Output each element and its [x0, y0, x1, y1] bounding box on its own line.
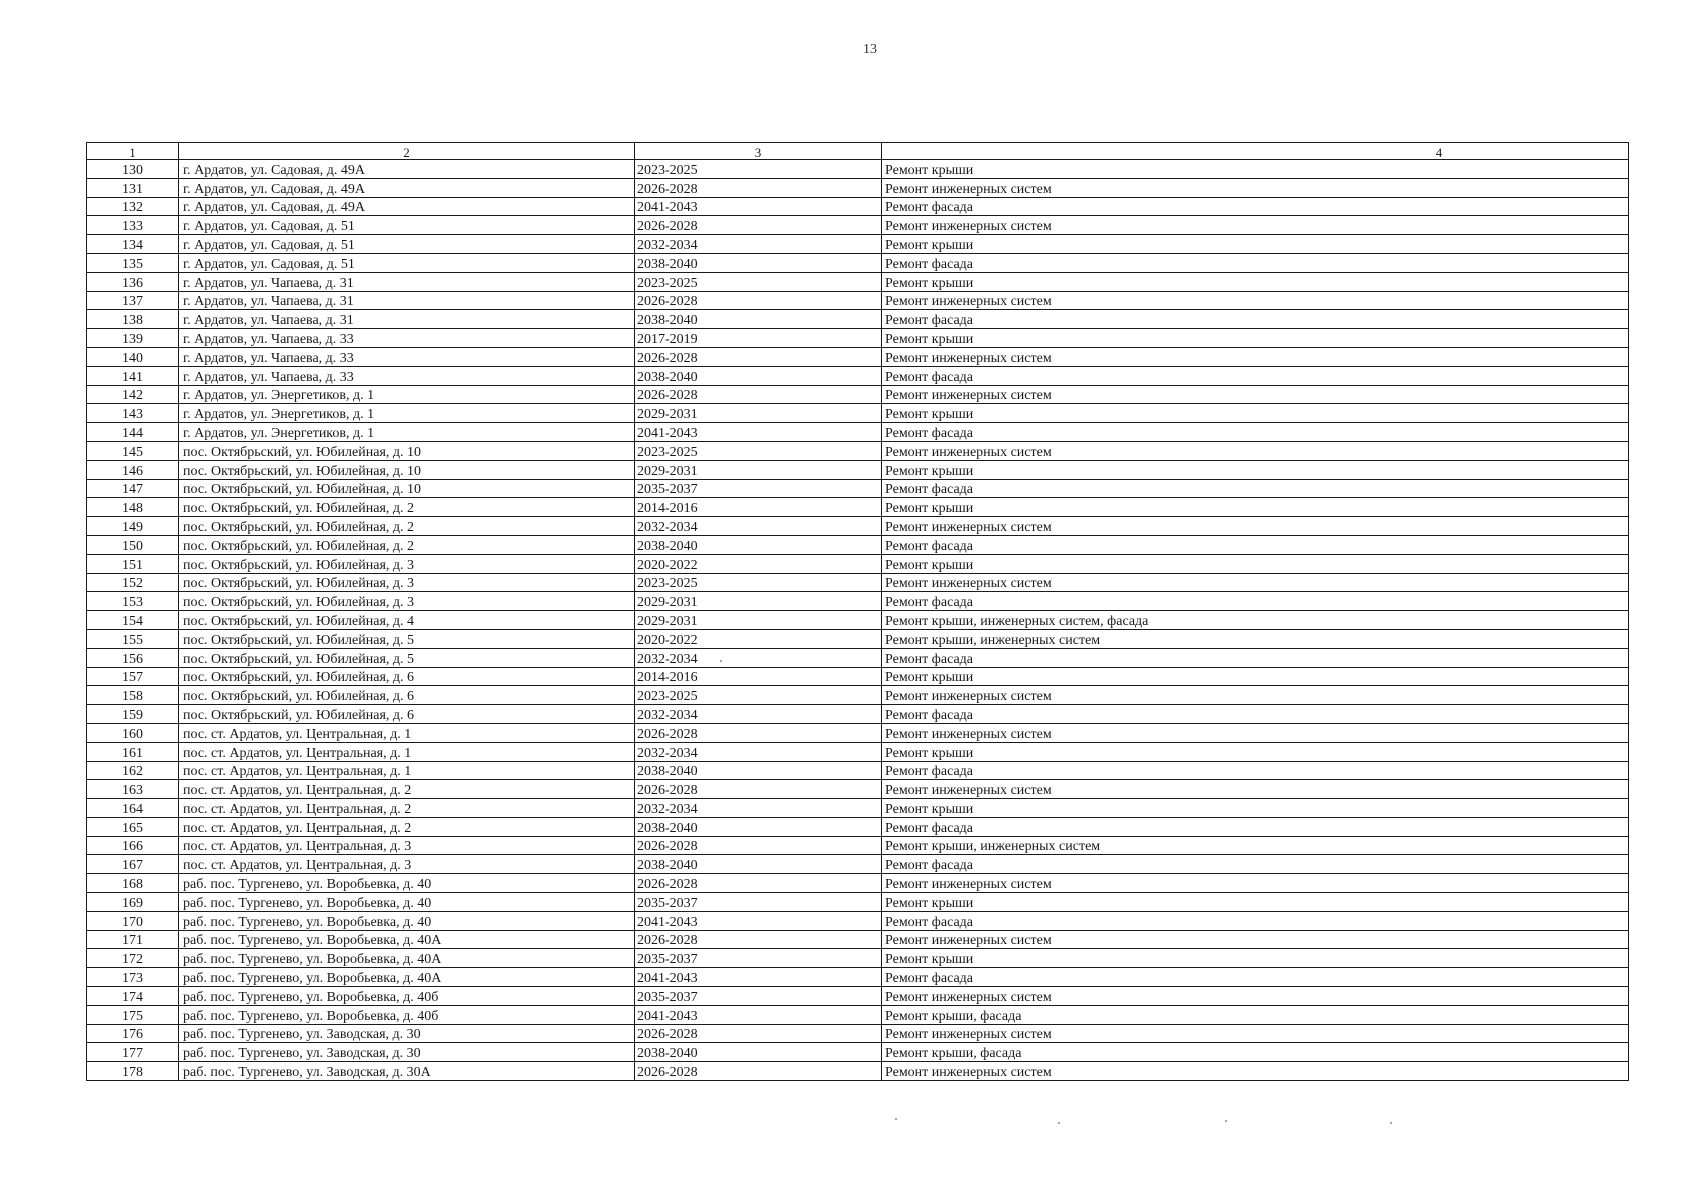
header-col-2: 2 — [179, 143, 635, 160]
row-number: 153 — [87, 592, 179, 611]
work-type-cell: Ремонт фасада — [882, 535, 1629, 554]
address-cell: пос. Октябрьский, ул. Юбилейная, д. 3 — [179, 554, 635, 573]
period-cell: 2038-2040 — [635, 253, 882, 272]
table-row — [87, 479, 1629, 498]
address-cell: пос. Октябрьский, ул. Юбилейная, д. 3 — [179, 573, 635, 592]
work-type-cell: Ремонт крыши, фасада — [882, 1043, 1629, 1062]
address-cell: г. Ардатов, ул. Чапаева, д. 33 — [179, 366, 635, 385]
address-cell: г. Ардатов, ул. Энергетиков, д. 1 — [179, 385, 635, 404]
work-type-cell: Ремонт фасада — [882, 479, 1629, 498]
table-row — [87, 629, 1629, 648]
table-row — [87, 968, 1629, 987]
period-cell: 2023-2025 — [635, 686, 882, 705]
period-cell: 2026-2028 — [635, 723, 882, 742]
table-header-row — [87, 143, 1629, 160]
work-type-cell: Ремонт фасада — [882, 366, 1629, 385]
table-row — [87, 761, 1629, 780]
work-type-cell: Ремонт инженерных систем — [882, 517, 1629, 536]
table-row — [87, 1043, 1629, 1062]
table-row — [87, 554, 1629, 573]
address-cell: пос. ст. Ардатов, ул. Центральная, д. 3 — [179, 836, 635, 855]
table-row — [87, 836, 1629, 855]
header-col-4: 4 — [882, 143, 1629, 160]
row-number: 177 — [87, 1043, 179, 1062]
table-row — [87, 1024, 1629, 1043]
address-cell: г. Ардатов, ул. Садовая, д. 51 — [179, 253, 635, 272]
work-type-cell: Ремонт фасада — [882, 197, 1629, 216]
address-cell: г. Ардатов, ул. Садовая, д. 49А — [179, 197, 635, 216]
row-number: 144 — [87, 423, 179, 442]
address-cell: пос. Октябрьский, ул. Юбилейная, д. 5 — [179, 629, 635, 648]
table-row — [87, 686, 1629, 705]
work-type-cell: Ремонт фасада — [882, 648, 1629, 667]
table-row — [87, 1005, 1629, 1024]
work-type-cell: Ремонт крыши — [882, 272, 1629, 291]
work-type-cell: Ремонт инженерных систем — [882, 1062, 1629, 1081]
table-row — [87, 460, 1629, 479]
period-cell: 2041-2043 — [635, 911, 882, 930]
row-number: 150 — [87, 535, 179, 554]
row-number: 162 — [87, 761, 179, 780]
scan-speck — [1390, 1122, 1392, 1124]
row-number: 130 — [87, 160, 179, 179]
period-cell: 2026-2028 — [635, 385, 882, 404]
row-number: 152 — [87, 573, 179, 592]
table-row — [87, 197, 1629, 216]
table-row — [87, 648, 1629, 667]
work-type-cell: Ремонт фасада — [882, 592, 1629, 611]
work-type-cell: Ремонт инженерных систем — [882, 1024, 1629, 1043]
row-number: 165 — [87, 817, 179, 836]
address-cell: г. Ардатов, ул. Садовая, д. 51 — [179, 235, 635, 254]
period-cell: 2020-2022 — [635, 554, 882, 573]
period-cell: 2032-2034 — [635, 517, 882, 536]
work-type-cell: Ремонт инженерных систем — [882, 987, 1629, 1006]
table-row — [87, 780, 1629, 799]
period-cell: 2038-2040 — [635, 1043, 882, 1062]
period-cell: 2014-2016 — [635, 667, 882, 686]
address-cell: раб. пос. Тургенево, ул. Воробьевка, д. 40 — [179, 874, 635, 893]
address-cell: г. Ардатов, ул. Энергетиков, д. 1 — [179, 404, 635, 423]
table-row — [87, 949, 1629, 968]
row-number: 132 — [87, 197, 179, 216]
period-cell: 2023-2025 — [635, 160, 882, 179]
row-number: 142 — [87, 385, 179, 404]
address-cell: раб. пос. Тургенево, ул. Воробьевка, д. 40 — [179, 893, 635, 912]
row-number: 164 — [87, 799, 179, 818]
table-row — [87, 930, 1629, 949]
work-type-cell: Ремонт крыши — [882, 498, 1629, 517]
row-number: 163 — [87, 780, 179, 799]
table-row — [87, 611, 1629, 630]
work-type-cell: Ремонт фасада — [882, 253, 1629, 272]
table-row — [87, 423, 1629, 442]
row-number: 166 — [87, 836, 179, 855]
page-number: 13 — [863, 42, 877, 57]
table-row — [87, 742, 1629, 761]
row-number: 172 — [87, 949, 179, 968]
work-type-cell: Ремонт инженерных систем — [882, 723, 1629, 742]
row-number: 168 — [87, 874, 179, 893]
period-cell: 2026-2028 — [635, 780, 882, 799]
table-row — [87, 874, 1629, 893]
work-type-cell: Ремонт крыши — [882, 949, 1629, 968]
address-cell: пос. Октябрьский, ул. Юбилейная, д. 2 — [179, 535, 635, 554]
repair-schedule-table — [86, 142, 1629, 1081]
header-col-1: 1 — [87, 143, 179, 160]
address-cell: пос. ст. Ардатов, ул. Центральная, д. 1 — [179, 761, 635, 780]
scan-speck — [1058, 1122, 1060, 1124]
period-cell: 2038-2040 — [635, 310, 882, 329]
address-cell: г. Ардатов, ул. Садовая, д. 49А — [179, 178, 635, 197]
work-type-cell: Ремонт инженерных систем — [882, 874, 1629, 893]
address-cell: раб. пос. Тургенево, ул. Воробьевка, д. 40А — [179, 968, 635, 987]
period-cell: 2017-2019 — [635, 329, 882, 348]
address-cell: раб. пос. Тургенево, ул. Заводская, д. 30А — [179, 1062, 635, 1081]
row-number: 156 — [87, 648, 179, 667]
row-number: 141 — [87, 366, 179, 385]
row-number: 148 — [87, 498, 179, 517]
table-row — [87, 310, 1629, 329]
table-row — [87, 366, 1629, 385]
period-cell: 2038-2040 — [635, 366, 882, 385]
row-number: 176 — [87, 1024, 179, 1043]
address-cell: г. Ардатов, ул. Чапаева, д. 33 — [179, 347, 635, 366]
period-cell: 2026-2028 — [635, 836, 882, 855]
row-number: 139 — [87, 329, 179, 348]
row-number: 136 — [87, 272, 179, 291]
work-type-cell: Ремонт фасада — [882, 423, 1629, 442]
address-cell: пос. ст. Ардатов, ул. Центральная, д. 2 — [179, 799, 635, 818]
row-number: 154 — [87, 611, 179, 630]
row-number: 169 — [87, 893, 179, 912]
period-cell: 2026-2028 — [635, 178, 882, 197]
work-type-cell: Ремонт крыши — [882, 554, 1629, 573]
row-number: 175 — [87, 1005, 179, 1024]
table-row — [87, 573, 1629, 592]
work-type-cell: Ремонт крыши — [882, 799, 1629, 818]
address-cell: пос. ст. Ардатов, ул. Центральная, д. 1 — [179, 742, 635, 761]
row-number: 174 — [87, 987, 179, 1006]
table-row — [87, 893, 1629, 912]
work-type-cell: Ремонт инженерных систем — [882, 385, 1629, 404]
scan-speck — [1225, 1120, 1227, 1122]
address-cell: пос. ст. Ардатов, ул. Центральная, д. 2 — [179, 817, 635, 836]
period-cell: 2032-2034 — [635, 705, 882, 724]
work-type-cell: Ремонт инженерных систем — [882, 573, 1629, 592]
table-body — [87, 160, 1629, 1081]
period-cell: 2029-2031 — [635, 592, 882, 611]
address-cell: пос. Октябрьский, ул. Юбилейная, д. 2 — [179, 517, 635, 536]
table-row — [87, 291, 1629, 310]
row-number: 159 — [87, 705, 179, 724]
period-cell: 2035-2037 — [635, 893, 882, 912]
address-cell: пос. Октябрьский, ул. Юбилейная, д. 6 — [179, 667, 635, 686]
address-cell: г. Ардатов, ул. Садовая, д. 49А — [179, 160, 635, 179]
work-type-cell: Ремонт инженерных систем — [882, 291, 1629, 310]
table-row — [87, 253, 1629, 272]
row-number: 167 — [87, 855, 179, 874]
period-cell: 2041-2043 — [635, 197, 882, 216]
work-type-cell: Ремонт крыши, инженерных систем — [882, 836, 1629, 855]
row-number: 171 — [87, 930, 179, 949]
row-number: 147 — [87, 479, 179, 498]
period-cell: 2026-2028 — [635, 930, 882, 949]
table-row — [87, 347, 1629, 366]
row-number: 161 — [87, 742, 179, 761]
address-cell: раб. пос. Тургенево, ул. Воробьевка, д. 40 — [179, 911, 635, 930]
address-cell: пос. Октябрьский, ул. Юбилейная, д. 4 — [179, 611, 635, 630]
row-number: 155 — [87, 629, 179, 648]
work-type-cell: Ремонт фасада — [882, 968, 1629, 987]
row-number: 170 — [87, 911, 179, 930]
table-row — [87, 329, 1629, 348]
table-row — [87, 667, 1629, 686]
period-cell: 2026-2028 — [635, 216, 882, 235]
row-number: 157 — [87, 667, 179, 686]
work-type-cell: Ремонт инженерных систем — [882, 347, 1629, 366]
work-type-cell: Ремонт крыши, инженерных систем, фасада — [882, 611, 1629, 630]
table-row — [87, 705, 1629, 724]
period-cell: 2032-2034 — [635, 799, 882, 818]
work-type-cell: Ремонт инженерных систем — [882, 930, 1629, 949]
period-cell: 2038-2040 — [635, 817, 882, 836]
address-cell: пос. ст. Ардатов, ул. Центральная, д. 1 — [179, 723, 635, 742]
work-type-cell: Ремонт инженерных систем — [882, 178, 1629, 197]
address-cell: раб. пос. Тургенево, ул. Заводская, д. 30 — [179, 1043, 635, 1062]
work-type-cell: Ремонт фасада — [882, 817, 1629, 836]
table-row — [87, 723, 1629, 742]
row-number: 160 — [87, 723, 179, 742]
period-cell: 2026-2028 — [635, 291, 882, 310]
row-number: 140 — [87, 347, 179, 366]
row-number: 146 — [87, 460, 179, 479]
table-row — [87, 855, 1629, 874]
row-number: 149 — [87, 517, 179, 536]
address-cell: г. Ардатов, ул. Чапаева, д. 31 — [179, 291, 635, 310]
address-cell: раб. пос. Тургенево, ул. Заводская, д. 30 — [179, 1024, 635, 1043]
row-number: 131 — [87, 178, 179, 197]
work-type-cell: Ремонт инженерных систем — [882, 780, 1629, 799]
table-row — [87, 160, 1629, 179]
work-type-cell: Ремонт фасада — [882, 705, 1629, 724]
period-cell: 2041-2043 — [635, 968, 882, 987]
period-cell: 2026-2028 — [635, 1062, 882, 1081]
table-row — [87, 385, 1629, 404]
address-cell: пос. ст. Ардатов, ул. Центральная, д. 2 — [179, 780, 635, 799]
row-number: 145 — [87, 441, 179, 460]
address-cell: пос. Октябрьский, ул. Юбилейная, д. 6 — [179, 686, 635, 705]
row-number: 173 — [87, 968, 179, 987]
work-type-cell: Ремонт крыши — [882, 460, 1629, 479]
period-cell: 2014-2016 — [635, 498, 882, 517]
work-type-cell: Ремонт крыши — [882, 667, 1629, 686]
period-cell: 2041-2043 — [635, 1005, 882, 1024]
table-row — [87, 517, 1629, 536]
period-cell: 2029-2031 — [635, 611, 882, 630]
row-number: 135 — [87, 253, 179, 272]
address-cell: пос. Октябрьский, ул. Юбилейная, д. 10 — [179, 441, 635, 460]
period-cell: 2026-2028 — [635, 1024, 882, 1043]
work-type-cell: Ремонт крыши, инженерных систем — [882, 629, 1629, 648]
period-cell: 2023-2025 — [635, 272, 882, 291]
table-row — [87, 1062, 1629, 1081]
scan-speck — [895, 1118, 897, 1120]
table-row — [87, 441, 1629, 460]
row-number: 138 — [87, 310, 179, 329]
address-cell: пос. ст. Ардатов, ул. Центральная, д. 3 — [179, 855, 635, 874]
row-number: 133 — [87, 216, 179, 235]
period-cell: 2023-2025 — [635, 573, 882, 592]
work-type-cell: Ремонт инженерных систем — [882, 216, 1629, 235]
table-row — [87, 235, 1629, 254]
address-cell: раб. пос. Тургенево, ул. Воробьевка, д. 40А — [179, 949, 635, 968]
table-row — [87, 498, 1629, 517]
row-number: 134 — [87, 235, 179, 254]
address-cell: пос. Октябрьский, ул. Юбилейная, д. 6 — [179, 705, 635, 724]
work-type-cell: Ремонт инженерных систем — [882, 686, 1629, 705]
address-cell: раб. пос. Тургенево, ул. Воробьевка, д. 40А — [179, 930, 635, 949]
period-cell: 2035-2037 — [635, 949, 882, 968]
period-cell: 2038-2040 — [635, 855, 882, 874]
period-cell: 2038-2040 — [635, 535, 882, 554]
address-cell: раб. пос. Тургенево, ул. Воробьевка, д. 40б — [179, 987, 635, 1006]
work-type-cell: Ремонт крыши — [882, 742, 1629, 761]
row-number: 137 — [87, 291, 179, 310]
address-cell: г. Ардатов, ул. Чапаева, д. 33 — [179, 329, 635, 348]
work-type-cell: Ремонт фасада — [882, 761, 1629, 780]
period-cell: 2035-2037 — [635, 479, 882, 498]
table-row — [87, 911, 1629, 930]
row-number: 151 — [87, 554, 179, 573]
period-cell: 2029-2031 — [635, 460, 882, 479]
period-cell: 2029-2031 — [635, 404, 882, 423]
address-cell: г. Ардатов, ул. Садовая, д. 51 — [179, 216, 635, 235]
table-row — [87, 799, 1629, 818]
period-cell: 2023-2025 — [635, 441, 882, 460]
address-cell: пос. Октябрьский, ул. Юбилейная, д. 10 — [179, 460, 635, 479]
work-type-cell: Ремонт крыши, фасада — [882, 1005, 1629, 1024]
row-number: 158 — [87, 686, 179, 705]
table-row — [87, 817, 1629, 836]
period-cell: 2026-2028 — [635, 874, 882, 893]
period-cell: 2026-2028 — [635, 347, 882, 366]
address-cell: пос. Октябрьский, ул. Юбилейная, д. 3 — [179, 592, 635, 611]
work-type-cell: Ремонт крыши — [882, 329, 1629, 348]
scan-speck — [720, 660, 722, 662]
address-cell: раб. пос. Тургенево, ул. Воробьевка, д. 40б — [179, 1005, 635, 1024]
table-row — [87, 178, 1629, 197]
address-cell: г. Ардатов, ул. Чапаева, д. 31 — [179, 310, 635, 329]
address-cell: пос. Октябрьский, ул. Юбилейная, д. 2 — [179, 498, 635, 517]
period-cell: 2041-2043 — [635, 423, 882, 442]
period-cell: 2032-2034 — [635, 235, 882, 254]
work-type-cell: Ремонт фасада — [882, 310, 1629, 329]
row-number: 143 — [87, 404, 179, 423]
work-type-cell: Ремонт крыши — [882, 160, 1629, 179]
table-row — [87, 216, 1629, 235]
address-cell: г. Ардатов, ул. Чапаева, д. 31 — [179, 272, 635, 291]
period-cell: 2035-2037 — [635, 987, 882, 1006]
table-row — [87, 272, 1629, 291]
period-cell: 2038-2040 — [635, 761, 882, 780]
address-cell: г. Ардатов, ул. Энергетиков, д. 1 — [179, 423, 635, 442]
table-row — [87, 535, 1629, 554]
period-cell: 2020-2022 — [635, 629, 882, 648]
work-type-cell: Ремонт крыши — [882, 235, 1629, 254]
period-cell: 2032-2034 — [635, 742, 882, 761]
work-type-cell: Ремонт инженерных систем — [882, 441, 1629, 460]
address-cell: пос. Октябрьский, ул. Юбилейная, д. 5 — [179, 648, 635, 667]
work-type-cell: Ремонт крыши — [882, 404, 1629, 423]
work-type-cell: Ремонт фасада — [882, 855, 1629, 874]
address-cell: пос. Октябрьский, ул. Юбилейная, д. 10 — [179, 479, 635, 498]
work-type-cell: Ремонт крыши — [882, 893, 1629, 912]
work-type-cell: Ремонт фасада — [882, 911, 1629, 930]
table-row — [87, 592, 1629, 611]
table-row — [87, 404, 1629, 423]
header-col-3: 3 — [635, 143, 882, 160]
row-number: 178 — [87, 1062, 179, 1081]
period-cell: 2032-2034 — [635, 648, 882, 667]
table-row — [87, 987, 1629, 1006]
